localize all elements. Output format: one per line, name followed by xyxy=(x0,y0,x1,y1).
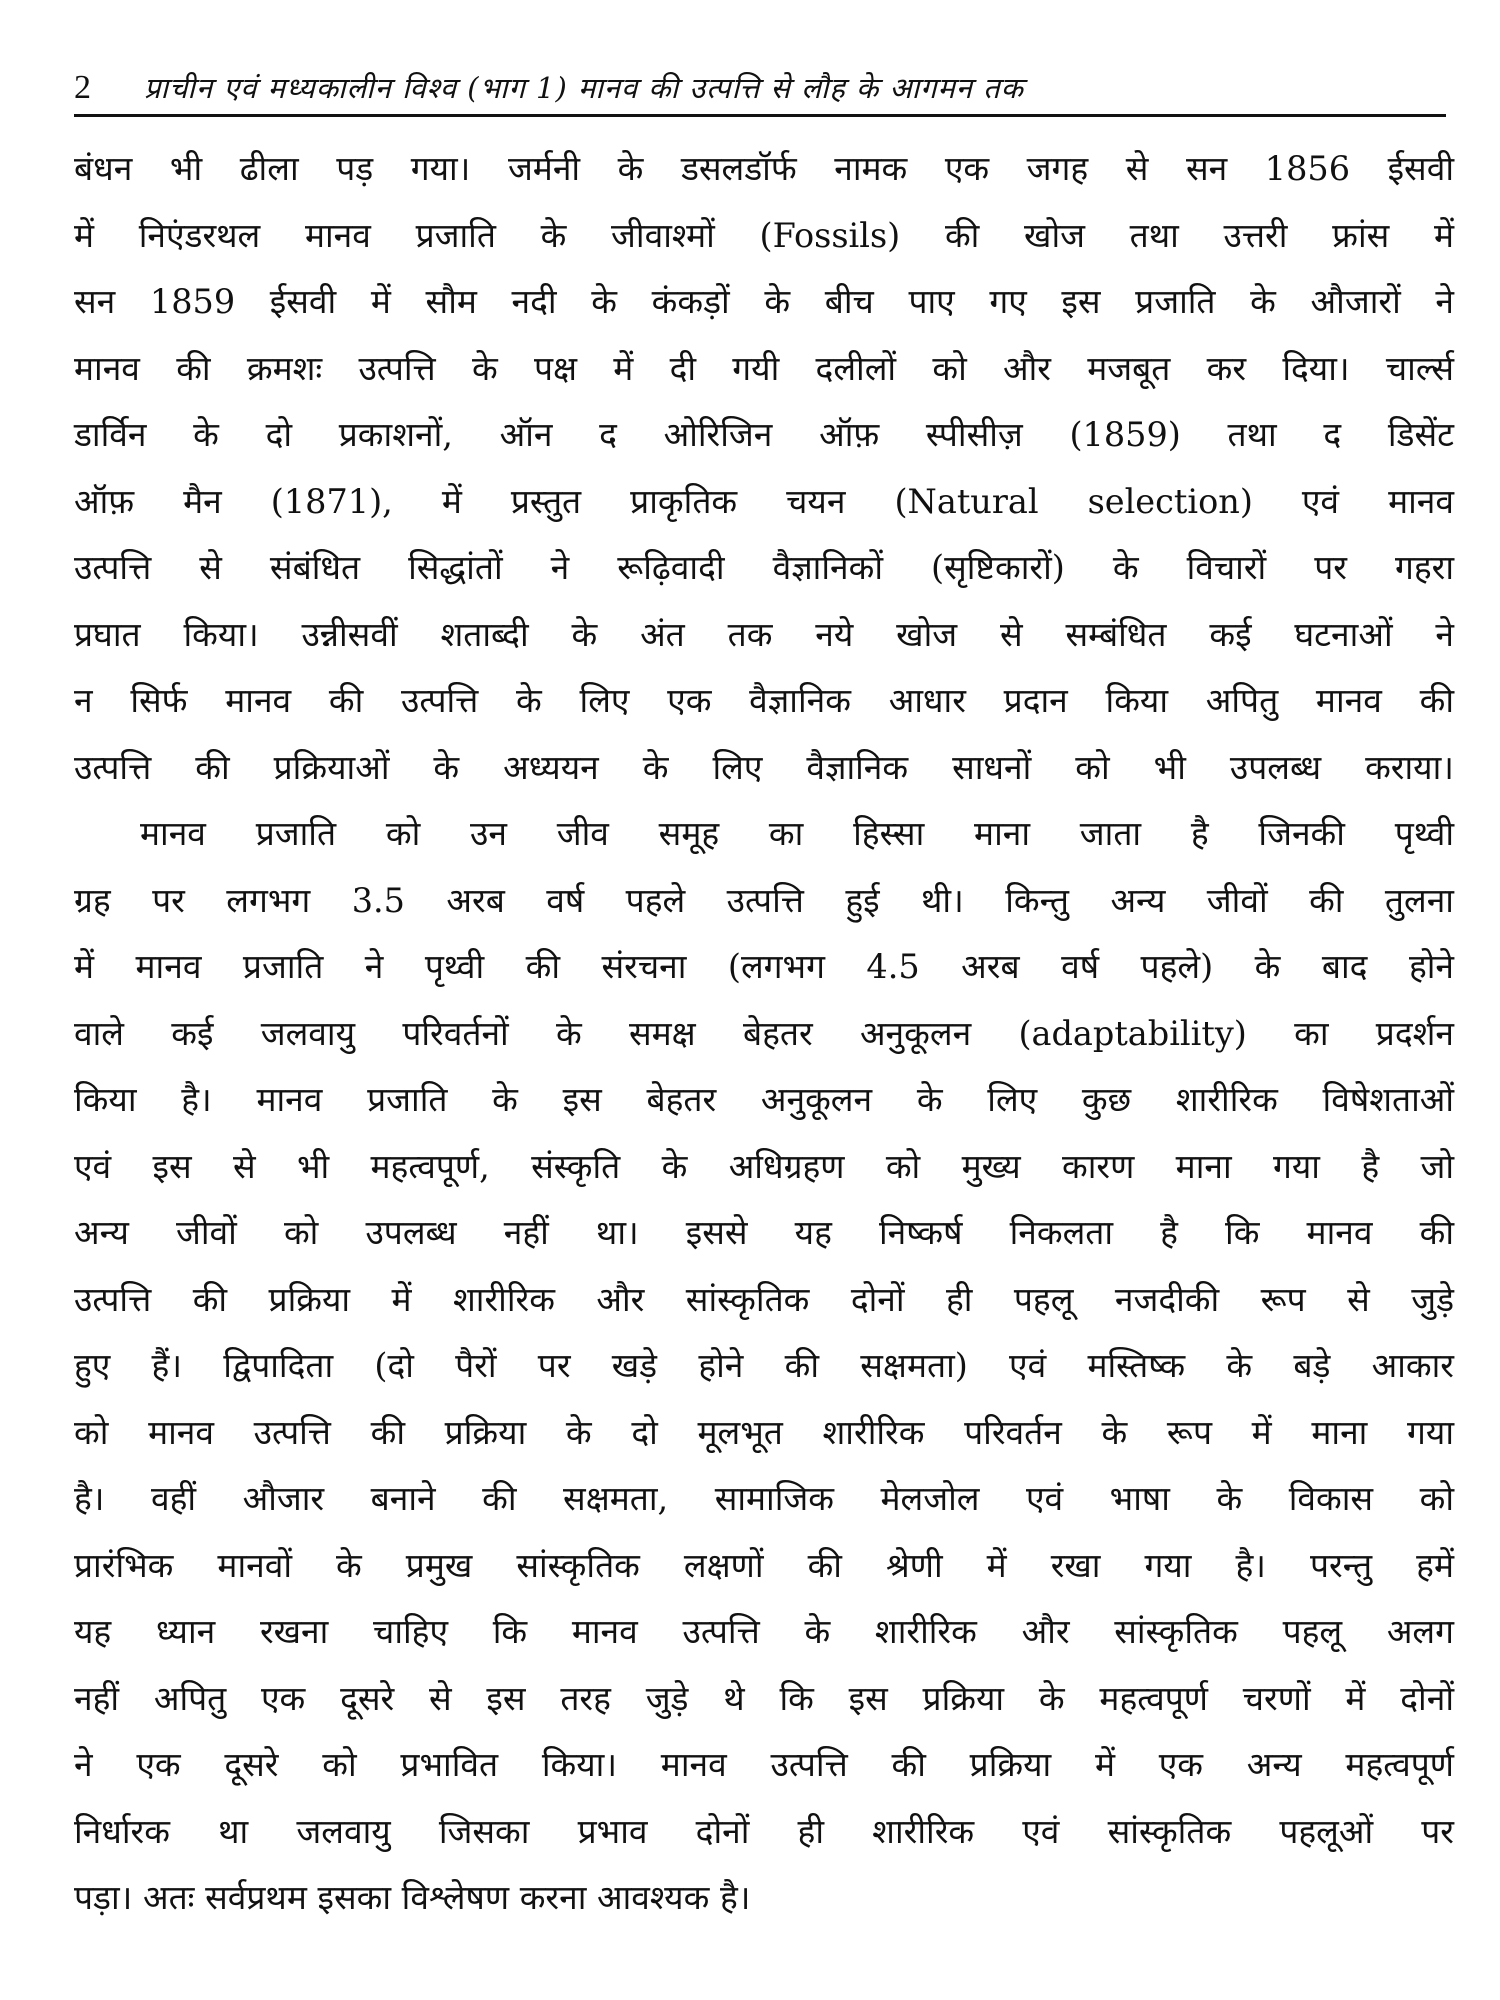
text-line: ऑफ़ मैन (1871), में प्रस्तुत प्राकृतिक चयन (Natural selection) एवं मानव xyxy=(74,481,1454,521)
paragraph-2 xyxy=(74,801,1454,1932)
text-line: ग्रह पर लगभग 3.5 अरब वर्ष पहले उत्पत्ति हुई थी। किन्तु अन्य जीवों की तुलना xyxy=(74,880,1454,920)
text-line: एवं इस से भी महत्वपूर्ण, संस्कृति के अधिग्रहण को मुख्य कारण माना गया है जो xyxy=(74,1146,1454,1186)
text-line: है। वहीं औजार बनाने की सक्षमता, सामाजिक मेलजोल एवं भाषा के विकास को xyxy=(74,1479,1454,1518)
header-rule xyxy=(74,114,1446,117)
text-line: नहीं अपितु एक दूसरे से इस तरह जुड़े थे कि इस प्रक्रिया के महत्वपूर्ण चरणों में दोनों xyxy=(74,1678,1454,1718)
text-line: वाले कई जलवायु परिवर्तनों के समक्ष बेहतर अनुकूलन (adaptability) का प्रदर्शन xyxy=(74,1013,1454,1053)
text-line: को मानव उत्पत्ति की प्रक्रिया के दो मूलभूत शारीरिक परिवर्तन के रूप में माना गया xyxy=(74,1412,1454,1452)
text-line: यह ध्यान रखना चाहिए कि मानव उत्पत्ति के शारीरिक और सांस्कृतिक पहलू अलग xyxy=(74,1612,1454,1651)
text-line: प्रघात किया। उन्नीसवीं शताब्दी के अंत तक नये खोज से सम्बंधित कई घटनाओं ने xyxy=(74,614,1454,654)
page-number: 2 xyxy=(74,69,91,106)
paragraph-1 xyxy=(74,136,1454,801)
text-line: प्रारंभिक मानवों के प्रमुख सांस्कृतिक लक्षणों की श्रेणी में रखा गया है। परन्तु हमें xyxy=(74,1545,1454,1585)
text-line: उत्पत्ति की प्रक्रियाओं के अध्ययन के लिए वैज्ञानिक साधनों को भी उपलब्ध कराया। xyxy=(74,747,1454,787)
text-line: न सिर्फ मानव की उत्पत्ति के लिए एक वैज्ञानिक आधार प्रदान किया अपितु मानव की xyxy=(74,681,1454,720)
text-line: अन्य जीवों को उपलब्ध नहीं था। इससे यह निष्कर्ष निकलता है कि मानव की xyxy=(74,1213,1454,1252)
body-text xyxy=(74,136,1454,1932)
text-line: मानव की क्रमशः उत्पत्ति के पक्ष में दी गयी दलीलों को और मजबूत कर दिया। चार्ल्स xyxy=(74,348,1454,388)
text-line: बंधन भी ढीला पड़ गया। जर्मनी के डसलडॉर्फ नामक एक जगह से सन 1856 ईसवी xyxy=(74,149,1454,188)
text-line: में निएंडरथल मानव प्रजाति के जीवाश्मों (Fossils) की खोज तथा उत्तरी फ्रांस में xyxy=(74,215,1454,255)
text-line: मानव प्रजाति को उन जीव समूह का हिस्सा माना जाता है जिनकी पृथ्वी xyxy=(140,814,1454,853)
text-line: उत्पत्ति की प्रक्रिया में शारीरिक और सांस्कृतिक दोनों ही पहलू नजदीकी रूप से जुड़े xyxy=(74,1279,1454,1319)
text-line: निर्धारक था जलवायु जिसका प्रभाव दोनों ही शारीरिक एवं सांस्कृतिक पहलूओं पर xyxy=(74,1811,1454,1851)
text-line: में मानव प्रजाति ने पृथ्वी की संरचना (लगभग 4.5 अरब वर्ष पहले) के बाद होने xyxy=(74,947,1454,986)
running-header xyxy=(74,56,1444,108)
text-line: पड़ा। अतः सर्वप्रथम इसका विश्लेषण करना आवश्यक है। xyxy=(74,1878,751,1917)
text-line: हुए हैं। द्विपादिता (दो पैरों पर खड़े होने की सक्षमता) एवं मस्तिष्क के बड़े आकार xyxy=(74,1346,1454,1385)
text-line: सन 1859 ईसवी में सौम नदी के कंकड़ों के बीच पाए गए इस प्रजाति के औजारों ने xyxy=(74,282,1454,321)
text-line: उत्पत्ति से संबंधित सिद्धांतों ने रूढ़िवादी वैज्ञानिकों (सृष्टिकारों) के विचारों पर गहरा xyxy=(74,548,1454,587)
running-header-title: प्राचीन एवं मध्यकालीन विश्व (भाग 1) मानव की उत्पत्ति से लौह के आगमन तक xyxy=(144,71,1024,105)
text-line: किया है। मानव प्रजाति के इस बेहतर अनुकूलन के लिए कुछ शारीरिक विषेशताओं xyxy=(74,1080,1454,1119)
text-line: डार्विन के दो प्रकाशनों, ऑन द ओरिजिन ऑफ़ स्पीसीज़ (1859) तथा द डिसेंट xyxy=(74,415,1454,454)
text-line: ने एक दूसरे को प्रभावित किया। मानव उत्पत्ति की प्रक्रिया में एक अन्य महत्वपूर्ण xyxy=(74,1745,1454,1784)
